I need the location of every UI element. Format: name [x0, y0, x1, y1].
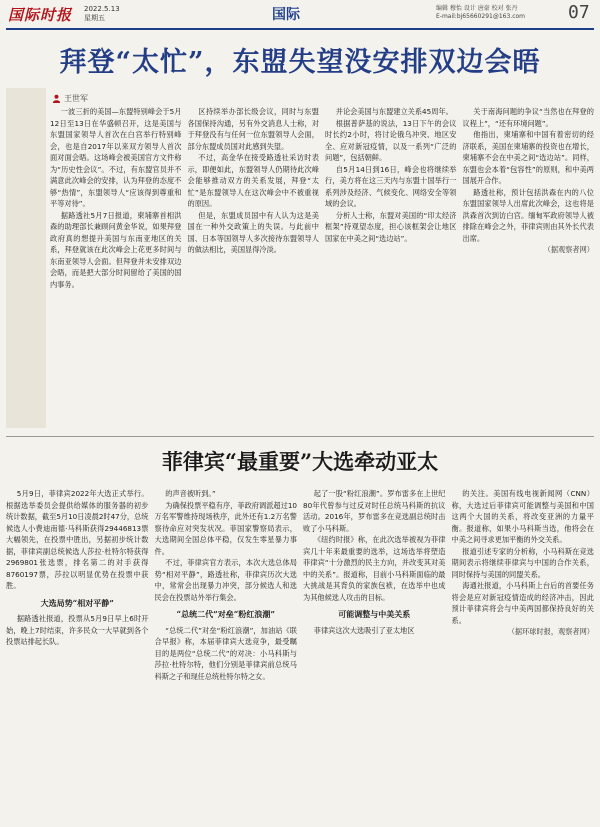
- byline: [52, 93, 88, 104]
- paragraph: 起了一股“粉红浪潮”。罗布雷多在上世纪80年代曾参与过反对时任总统马科斯的抗议活动。2016年，罗布雷多在竞选副总统时击败了小马科斯。: [303, 489, 446, 533]
- editor-line: 编辑 穆怡 设计 唐豪 校对 张丹: [436, 5, 518, 12]
- paragraph: 自5月14日到16日，峰会也将继续举行，美方将在这三天内与东盟十国举行一系列涉及经济、气候变化、网络安全等领域的会议。: [325, 164, 457, 208]
- issue-date: [84, 5, 120, 23]
- subheading: “总统二代”对垒“粉红浪潮”: [176, 609, 275, 619]
- person-icon: [52, 94, 61, 103]
- editor-info: [436, 5, 525, 21]
- paragraph: “总统二代”对垒“粉红浪潮”，加油站《联合早报》称，本届菲律宾大选竞争，最受瞩目的是两位“总统二代”的对决：小马科斯与莎拉·杜特尔特，他们分别是菲律宾前总统马科斯之子和现任总统杜特尔特之女。: [154, 625, 297, 681]
- paragraph: 分析人士称，东盟对美国的“印太经济框架”持观望态度，担心该框架会让地区国家在中美之间“选边站”。: [325, 210, 457, 243]
- section-divider: [6, 436, 594, 437]
- article-column-4: [463, 106, 595, 432]
- paragraph: 《纽约时报》称，在此次选举被视为菲律宾几十年来最重要的选举，这场选举将塑造菲律宾“十分激烈的民主方向，并改变其对美中的关系”。报道称，目前小马科斯面临的最大挑战是其背负的家族包袱，在选举中也成为其他候选人攻击的目标。: [303, 535, 446, 602]
- date-text: 2022.5.13: [84, 5, 120, 13]
- paragraph: 区持续举办部长级会议，同时与东盟各国保持沟通，另有外交消息人士称，对于拜登没有与任何一位东盟领导人会面，部分东盟成员国对此感到失望。: [187, 107, 319, 151]
- article-column-3: [325, 106, 457, 432]
- page-number: 07: [568, 2, 590, 23]
- article-column-1: [50, 106, 182, 432]
- article-column-2: [155, 488, 298, 823]
- top-rule: [6, 28, 594, 30]
- paragraph: 5月9日，菲律宾2022年大选正式举行。根据选举委员会提供给媒体的服务器的初步统计数据，截至5月10日凌晨2时47分，总统候选人小费迪南德·马科斯获得29446813票大幅领先，在投票中胜出，另据初步统计数据，菲律宾副总统候选人莎拉·杜特尔特获得2969801张选票，排名第二的对手获得8760197票，莎拉以明显优势在投票中获胜。: [6, 489, 149, 590]
- headline-philippines-election: 菲律宾“最重要”大选牵动亚太: [161, 449, 439, 474]
- paragraph: 海通社报道，小马科斯上台后的首要任务将会是应对新冠疫情造成的经济冲击，因此预计菲律宾将会与中美两国都保持良好的关系。: [451, 581, 594, 625]
- article-column-2: [188, 106, 320, 432]
- section-title: 国际: [272, 7, 300, 23]
- paragraph: 的声音被听到。”: [165, 489, 216, 498]
- paragraph: 菲律宾这次大选吸引了亚太地区: [313, 625, 415, 635]
- photo-placeholder: [6, 88, 46, 428]
- paragraph: 据路透社报道，投票从5月9日早上6时开始，晚上7时结束，许多民众一大早就到各个投票站排起长队。: [6, 614, 149, 646]
- paragraph: 路透社称，预计包括洪森在内的八位东盟国家领导人出席此次峰会，这也将是洪森首次到访白宫。缅甸军政府领导人被排除在峰会之外，菲律宾则由其外长代表出席。: [462, 187, 594, 243]
- paragraph: 关于南海问题的争议“当然也在拜登的议程上”，“还有环境问题”。: [462, 107, 594, 128]
- byline-author: 王世军: [64, 94, 88, 103]
- article-source: （据观察者网）: [543, 245, 594, 254]
- paragraph: 并论会美国与东盟建立关系45周年。: [335, 107, 453, 116]
- subheading: 大选局势“相对平静”: [40, 597, 114, 608]
- paragraph: 不过，高金华在接受路透社采访时表示，即便如此，东盟领导人仍期待此次峰会能够推动双方的关系发展，拜登“太忙”是东盟领导人在这次峰会中不被重视的原因。: [187, 153, 319, 208]
- article-source: （据环球时报，观察者网）: [507, 627, 594, 636]
- weekday-text: 星期五: [84, 14, 106, 22]
- paper-name: 国际时报: [8, 5, 73, 24]
- article-asean-body: [50, 106, 594, 432]
- email-line: E-mail:bj65660291@163.com: [436, 13, 526, 20]
- article-column-4: [452, 488, 595, 823]
- article-column-3: [303, 488, 446, 823]
- subheading: 可能调整与中美关系: [338, 609, 411, 619]
- paragraph: 据路透社5月7日报道，柬埔寨首相洪森的助理部长兼顾问黄金华说，如果拜登政府真的想提升美国与东南亚地区的关系，拜登就该在此次峰会上花更多时间与东南亚领导人会面。但拜登并未安排双边会晤，而是把大部分时间留给了美国的国内事务。: [50, 210, 182, 289]
- paragraph: 但是，东盟成员国中有人认为这是美国在一种外交政策上的失误。与此前中国、日本等国领导人多次接待东盟领导人的做法相比，美国显得冷淡。: [187, 210, 319, 254]
- paragraph: 他指出，柬埔寨和中国有着密切的经济联系，美国在柬埔寨的投资也在增长，柬埔寨不会在中美之间“选边站”。同样，东盟也会本着“包容性”的原则，和中美两国展开合作。: [462, 130, 594, 185]
- paragraph: 不过，菲律宾官方表示，本次大选总体局势“相对平静”，路透社称，菲律宾历次大选中，常常会出现暴力冲突，部分候选人和选民会在投票站外举行集会。: [154, 558, 297, 602]
- article-election-body: [6, 488, 594, 823]
- paragraph: 根据普萨基的说法，13日下午的会议时长约2小时，将讨论俄乌冲突、地区安全、应对新冠疫情，以及一系列“广泛的问题”，包括朝鲜。: [325, 118, 457, 162]
- paragraph: 一波三折的美国—东盟特别峰会于5月12日至13日在华盛顿召开，这是美国与东盟国家领导人首次在白宫举行特别峰会，也是自2017年以来双方领导人首次面对面会晤。这场峰会被美国官方文件称为“历史性会议”。不过，有东盟官员并不满意此次峰会的安排，认为拜登的态度不够“热情”，东盟领导人“应该得到尊重和平等对待”。: [50, 107, 182, 208]
- paragraph: 为确保投票平稳有序，菲政府调派超过10万名军警维持现场秩序，此外还有1.2万名警察待命应对突发状况。菲国家警察局表示，大选期间全国总体平稳，仅发生零星暴力事件。: [154, 500, 297, 556]
- article-column-1: [6, 488, 149, 823]
- headline-asean-summit: 拜登“太忙”，东盟失望没安排双边会晤: [59, 47, 541, 78]
- paragraph: 报道引述专家的分析称，小马科斯在竞选期间表示将继续菲律宾与中国的合作关系，同时保持与美国的同盟关系。: [451, 546, 594, 579]
- paragraph: 的关注。美国有线电视新闻网（CNN）称，大选过后菲律宾可能调整与美国和中国这两个大国的关系，将改变亚洲的力量平衡。报道称，如果小马科斯当选，他将会在中美之间寻求更加平衡的外交关系。: [451, 489, 594, 544]
